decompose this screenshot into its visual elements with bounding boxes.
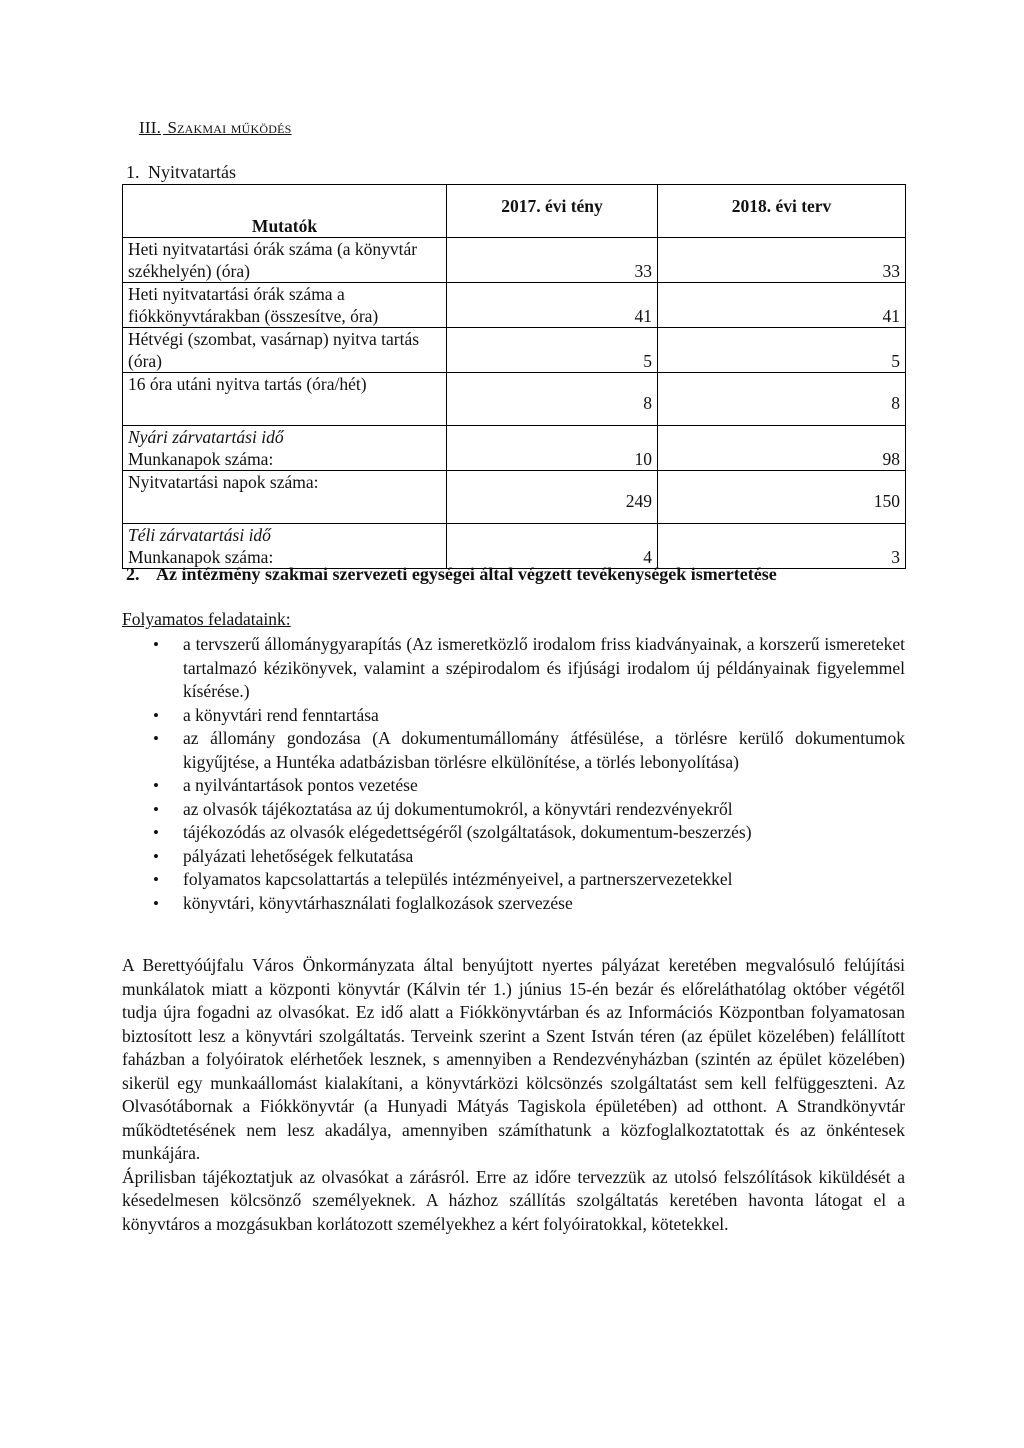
list-item: • az állomány gondozása (A dokumentumállomány átfésülése, a törlésre kerülő dokumentumok kigyűjtése, a Huntéka adatbázisban törlésre elkülönítése, a törlés lebonyolítása) — [122, 727, 905, 774]
heading-text: Nyitvatartás — [148, 162, 236, 182]
body-text — [122, 954, 905, 1236]
table-row — [123, 238, 906, 283]
header-indicators: Mutatók — [123, 185, 447, 238]
row-label: Nyitvatartási napok száma: — [123, 471, 447, 524]
table-row — [123, 373, 906, 426]
row-label: Munkanapok száma: — [128, 547, 274, 567]
value-2017: 33 — [447, 238, 658, 283]
value-2018: 150 — [658, 471, 906, 524]
row-label: Heti nyitvatartási órák száma (a könyvtár székhelyén) (óra) — [123, 238, 447, 283]
table-row — [123, 328, 906, 373]
value-2017: 8 — [447, 373, 658, 426]
value-2018: 98 — [658, 426, 906, 471]
row-label-cell — [123, 524, 447, 569]
row-label: Hétvégi (szombat, vasárnap) nyitva tartás (óra) — [123, 328, 447, 373]
paragraph-april: Áprilisban tájékoztatjuk az olvasókat a zárásról. Erre az időre tervezzük az utolsó felszólítások kiküldését a késedelmesen kölcsönző személyeknek. A házhoz szállítás szolgáltatás keretében havonta látogat el a könyvtáros a mozgásukban korlátozott személyekhez a kért folyóiratokkal, kötetekkel. — [122, 1166, 905, 1234]
summer-closure-label: Nyári zárvatartási idő — [128, 427, 284, 447]
header-2017: 2017. évi tény — [447, 185, 658, 238]
list-item: • tájékozódás az olvasók elégedettségéről (szolgáltatások, dokumentum-beszerzés) — [122, 821, 905, 845]
value-2017: 4 — [447, 524, 658, 569]
row-label: Heti nyitvatartási órák száma a fiókkönyvtárakban (összesítve, óra) — [123, 283, 447, 328]
value-2017: 249 — [447, 471, 658, 524]
heading-activities — [126, 564, 777, 585]
heading-number: 2. — [126, 564, 140, 584]
continuous-tasks-label: Folyamatos feladataink: — [122, 609, 291, 629]
value-2017: 10 — [447, 426, 658, 471]
list-item: • a tervszerű állománygyarapítás (Az ismeretközlő irodalom friss kiadványainak, a korszerű ismereteket tartalmazó kézikönyvek, valamint a szépirodalom és ifjúsági irodalom új példányainak figyelemmel kísérése.) — [122, 633, 905, 704]
list-item: • a nyilvántartások pontos vezetése — [122, 774, 905, 798]
list-item: • folyamatos kapcsolattartás a település intézményeivel, a partnerszervezetekkel — [122, 868, 905, 892]
list-item: • az olvasók tájékoztatása az új dokumentumokról, a könyvtári rendezvényekről — [122, 798, 905, 822]
table-row — [123, 471, 906, 524]
heading-text: Az intézmény szakmai szervezeti egységei által végzett tevékenységek ismertetése — [156, 564, 777, 584]
section-number: III. — [139, 118, 162, 137]
list-item: • pályázati lehetőségek felkutatása — [122, 845, 905, 869]
value-2017: 5 — [447, 328, 658, 373]
value-2018: 8 — [658, 373, 906, 426]
value-2018: 33 — [658, 238, 906, 283]
row-label-cell — [123, 426, 447, 471]
value-2017: 41 — [447, 283, 658, 328]
heading-number: 1. — [126, 162, 140, 182]
table-row — [123, 524, 906, 569]
section-title-text: Szakmai működés — [167, 118, 292, 137]
table-header-row — [123, 185, 906, 238]
winter-closure-label: Téli zárvatartási idő — [128, 525, 271, 545]
value-2018: 41 — [658, 283, 906, 328]
heading-opening-hours — [126, 162, 236, 183]
header-2018: 2018. évi terv — [658, 185, 906, 238]
table-row — [123, 426, 906, 471]
value-2018: 3 — [658, 524, 906, 569]
list-item: • könyvtári, könyvtárhasználati foglalkozások szervezése — [122, 892, 905, 916]
row-label: Munkanapok száma: — [128, 449, 274, 469]
section-title — [139, 118, 292, 138]
value-2018: 5 — [658, 328, 906, 373]
opening-hours-table — [122, 184, 906, 569]
list-item: • a könyvtári rend fenntartása — [122, 704, 905, 728]
table-row — [123, 283, 906, 328]
task-list — [122, 633, 905, 915]
row-label: 16 óra utáni nyitva tartás (óra/hét) — [123, 373, 447, 426]
paragraph-renovation: A Berettyóújfalu Város Önkormányzata által benyújtott nyertes pályázat keretében megvalósuló felújítási munkálatok miatt a központi könyvtár (Kálvin tér 1.) június 15-én bezár és előreláthatólag október végétől tudja újra fogadni az olvasókat. Ez idő alatt a Fiókkönyvtárban és az Információs Központban folyamatosan biztosított lesz a könyvtári szolgáltatás. Terveink szerint a Szent István téren (az épület közelében) felállított faházban a folyóiratok elérhetőek lesznek, s amennyiben a Rendezvényházban (szintén az épület közelében) sikerül egy munkaállomást kialakítani, a könyvtárközi kölcsönzés szolgáltatást sem kell felfüggeszteni. Az Olvasótábornak a Fiókkönyvtár (a Hunyadi Mátyás Tagiskola épületében) ad otthont. A Strandkönyvtár működtetésének nem lesz akadálya, amennyiben számíthatunk a közfoglalkoztatottak és az önkéntesek munkájára. — [122, 955, 905, 1163]
